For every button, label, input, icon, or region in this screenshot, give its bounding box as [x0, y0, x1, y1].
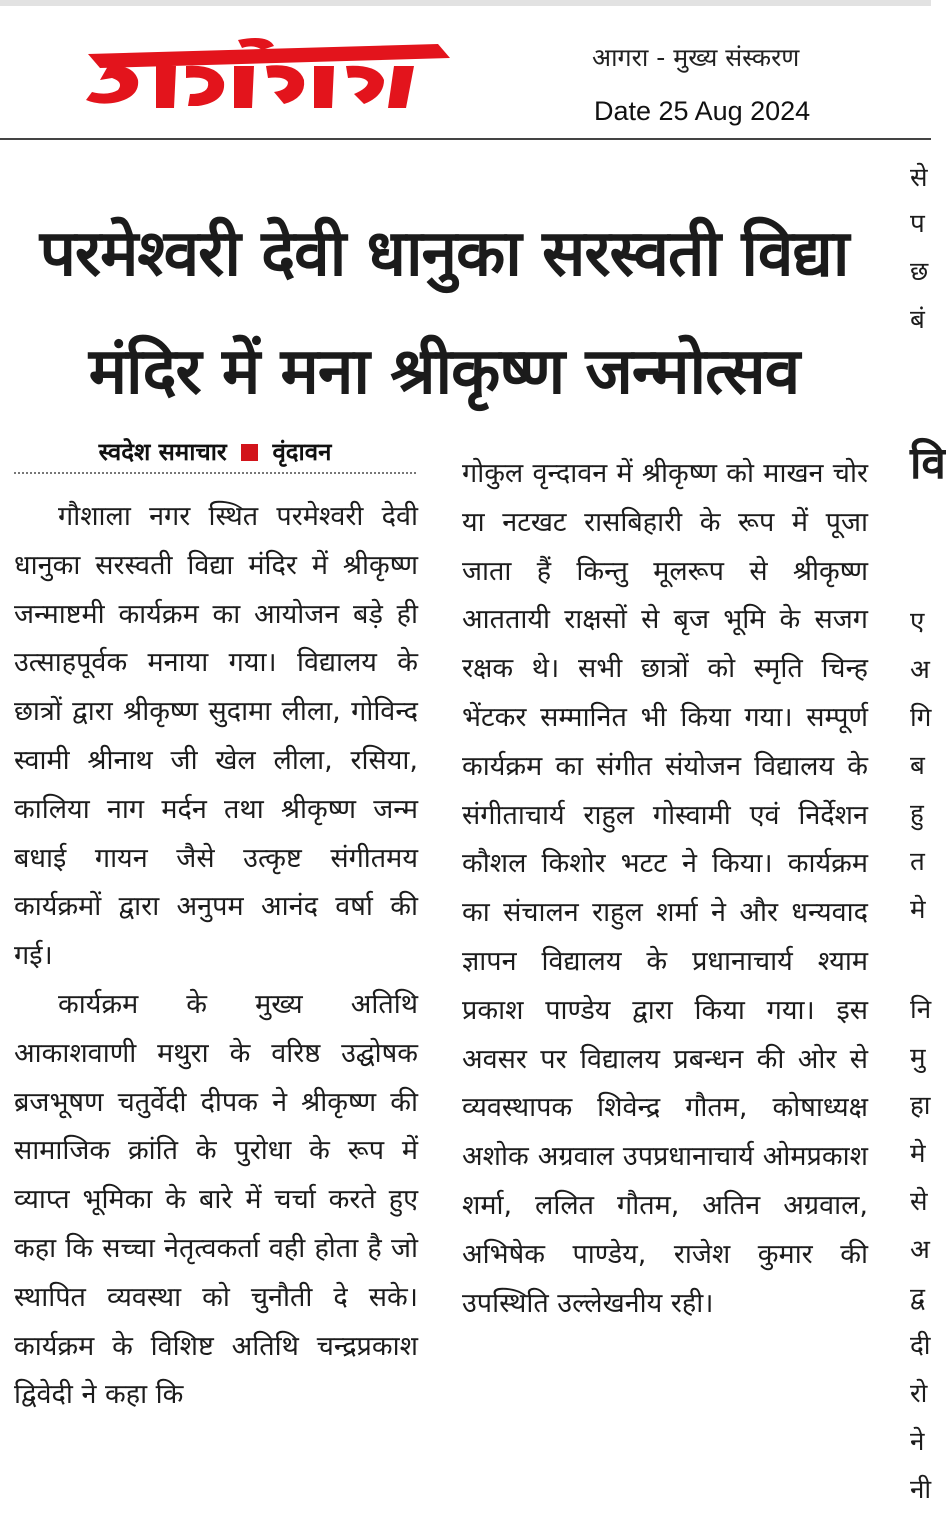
article-paragraph-2: कार्यक्रम के मुख्य अतिथि आकाशवाणी मथुरा के वरिष्ठ उद्घोषक ब्रजभूषण चतुर्वेदी दीपक ने श्रीकृष्ण की सामाजिक क्रांति के पुरोधा के रूप में व्याप्त भूमिका के बारे में चर्चा करते हुए कहा कि सच्चा नेतृत्वकर्ता वही होता है जो स्थापित व्यवस्था को चुनौती दे सके। कार्यक्रम के विशिष्ट अतिथि चन्द्रप्रकाश द्विवेदी ने कहा कि — [14, 988, 418, 1411]
masthead — [0, 6, 931, 140]
headline-line-2: मंदिर में मना श्रीकृष्ण जन्मोत्सव — [88, 335, 800, 409]
fragment-text: हा — [910, 1091, 931, 1121]
fragment-text: ने — [910, 1427, 925, 1457]
fragment-text: से — [910, 163, 928, 193]
edition-label: आगरा - मुख्य संस्करण — [592, 43, 800, 72]
fragment-text: मे — [910, 1139, 926, 1169]
fragment-text: ब — [910, 751, 925, 781]
headline-line-1: परमेश्वरी देवी धानुका सरस्वती विद्या — [39, 217, 849, 291]
adjacent-article-fragment — [896, 140, 946, 1536]
fragment-text: अ — [910, 1235, 930, 1265]
fragment-text: हु — [910, 799, 924, 829]
byline-separator-square — [241, 444, 258, 461]
fragment-text: रो — [910, 1379, 928, 1409]
fragment-text: त — [910, 847, 925, 877]
fragment-text: मु — [910, 1043, 926, 1073]
byline — [14, 432, 416, 474]
fragment-text: से — [910, 1187, 928, 1217]
fragment-text: नी — [910, 1475, 932, 1505]
fragment-text: नि — [910, 995, 932, 1025]
article-headline — [14, 195, 874, 431]
newspaper-logo — [78, 36, 458, 116]
fragment-text: छ — [910, 257, 929, 287]
fragment-text: द्व — [910, 1283, 925, 1313]
article-column-1 — [14, 493, 418, 1420]
byline-source: स्वदेश समाचार — [98, 438, 227, 466]
fragment-text: अ — [910, 655, 930, 685]
publication-date: Date 25 Aug 2024 — [594, 96, 811, 126]
fragment-heading: वि — [910, 438, 946, 489]
fragment-text: मे — [910, 895, 926, 925]
article-paragraph-3: गोकुल वृन्दावन में श्रीकृष्ण को माखन चोर या नटखट रासबिहारी के रूप में पूजा जाता हैं किन्तु मूलरूप से श्रीकृष्ण आततायी राक्षसों से बृज भूमि के सजग रक्षक थे। सभी छात्रों को स्मृति चिन्ह भेंटकर सम्मानित भी किया गया। सम्पूर्ण कार्यक्रम का संगीत संयोजन विद्यालय के संगीताचार्य राहुल गोस्वामी एवं निर्देशन कौशल किशोर भटट ने किया। कार्यक्रम का संचालन राहुल शर्मा ने और धन्यवाद ज्ञापन विद्यालय के प्रधानाचार्य श्याम प्रकाश पाण्डेय द्वारा किया गया। इस अवसर पर विद्यालय प्रबन्धन की ओर से व्यवस्थापक शिवेन्द्र गौतम, कोषाध्यक्ष अशोक अग्रवाल उपप्रधानाचार्य ओमप्रकाश शर्मा, ललित गौतम, अतिन अग्रवाल, अभिषेक पाण्डेय, राजेश कुमार की उपस्थिति उल्लेखनीय रही। — [462, 458, 868, 1319]
fragment-text: गि — [910, 703, 932, 733]
article-column-2 — [462, 450, 868, 1328]
article-paragraph-1: गौशाला नगर स्थित परमेश्वरी देवी धानुका सरस्वती विद्या मंदिर में श्रीकृष्ण जन्माष्टमी कार्यक्रम का आयोजन बड़े ही उत्साहपूर्वक मनाया गया। विद्यालय के छात्रों द्वारा श्रीकृष्ण सुदामा लीला, गोविन्द स्वामी श्रीनाथ जी खेल लीला, रसिया, कालिया नाग मर्दन तथा श्रीकृष्ण जन्म बधाई गायन जैसे उत्कृष्ट संगीतमय कार्यक्रमों द्वारा अनुपम आनंद वर्षा की गई। — [14, 501, 418, 972]
byline-place: वृंदावन — [272, 438, 332, 466]
fragment-text: ए — [910, 607, 925, 637]
fragment-text: दी — [910, 1331, 931, 1361]
fragment-text: बं — [910, 305, 925, 335]
fragment-text: प — [910, 209, 925, 239]
